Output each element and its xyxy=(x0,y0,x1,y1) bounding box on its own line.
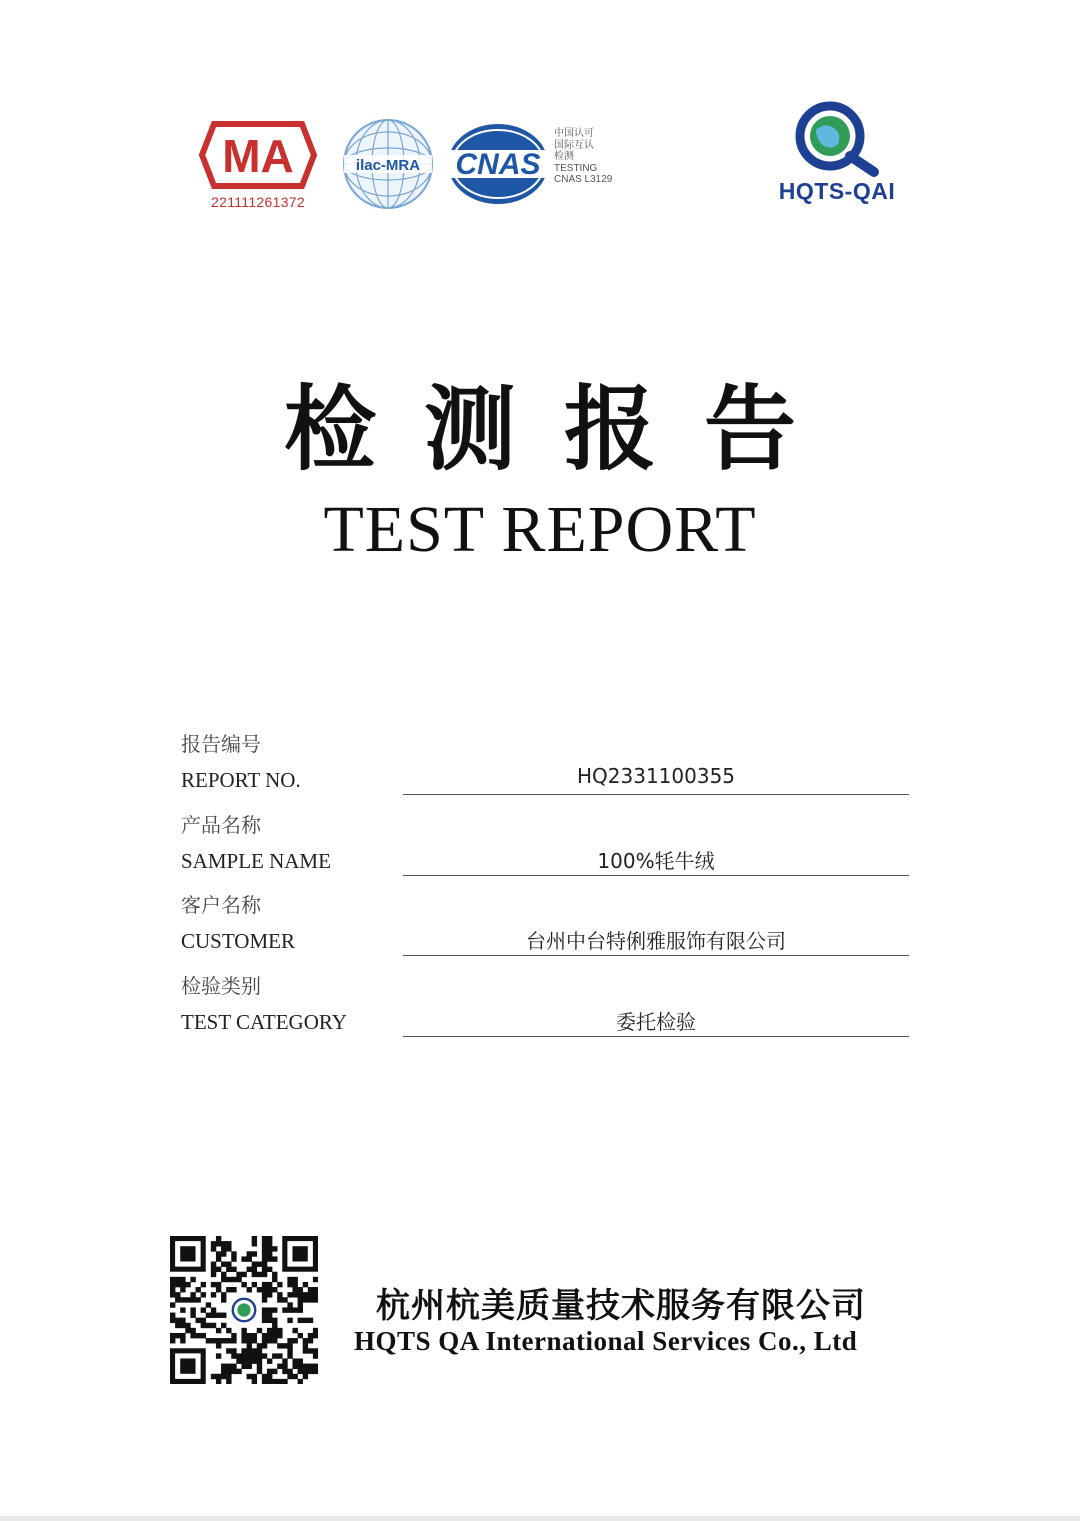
field-label-en: REPORT NO. xyxy=(181,768,301,792)
ilac-mra-logo xyxy=(342,118,434,210)
cnas-line: 检测 xyxy=(554,151,574,162)
sample-name-field xyxy=(181,809,911,889)
hqts-qai-logo xyxy=(762,100,912,212)
ilac-logo-text: ilac-MRA xyxy=(355,157,421,174)
cma-logo xyxy=(196,118,320,218)
field-value: 台州中台特俐雅服饰有限公司 xyxy=(526,929,786,953)
page-bottom-edge xyxy=(0,1516,1080,1521)
hqts-logo-text: HQTS-QAI xyxy=(778,178,896,204)
field-label-en: TEST CATEGORY xyxy=(181,1010,347,1034)
report-title-cn: 检测报告 xyxy=(283,376,844,483)
company-name-en: HQTS QA International Services Co., Ltd xyxy=(354,1326,858,1356)
qr-code-icon[interactable] xyxy=(170,1236,318,1384)
cma-logo-text: MA xyxy=(222,130,294,182)
cnas-line: 国际互认 xyxy=(554,139,594,151)
company-name-cn: 杭州杭美质量技术服务有限公司 xyxy=(376,1286,866,1326)
report-number-field xyxy=(181,728,911,808)
field-underline xyxy=(403,875,909,876)
field-label-cn: 产品名称 xyxy=(181,813,261,837)
cnas-accreditation-text xyxy=(554,128,634,186)
field-value: 委托检验 xyxy=(616,1010,696,1034)
cnas-line: 中国认可 xyxy=(554,128,594,139)
field-value: 100%牦牛绒 xyxy=(597,849,715,873)
test-category-field xyxy=(181,970,911,1050)
field-label-en: SAMPLE NAME xyxy=(181,849,331,873)
field-label-en: CUSTOMER xyxy=(181,929,295,953)
report-title-en: TEST REPORT xyxy=(323,493,757,566)
field-label-cn: 检验类别 xyxy=(181,974,261,998)
magnifier-globe-icon xyxy=(762,100,912,180)
cnas-line: CNAS L3129 xyxy=(554,174,613,185)
field-underline xyxy=(403,1036,909,1037)
customer-field xyxy=(181,889,911,969)
cnas-logo-text: CNAS xyxy=(455,148,541,181)
field-underline xyxy=(403,955,909,956)
field-label-cn: 报告编号 xyxy=(181,732,261,756)
cnas-line: TESTING xyxy=(554,162,598,174)
field-label-cn: 客户名称 xyxy=(181,893,261,917)
field-underline xyxy=(403,794,909,795)
field-value: HQ2331100355 xyxy=(576,764,736,788)
cma-certificate-number: 221111261372 xyxy=(211,194,305,210)
cnas-logo xyxy=(446,122,550,206)
